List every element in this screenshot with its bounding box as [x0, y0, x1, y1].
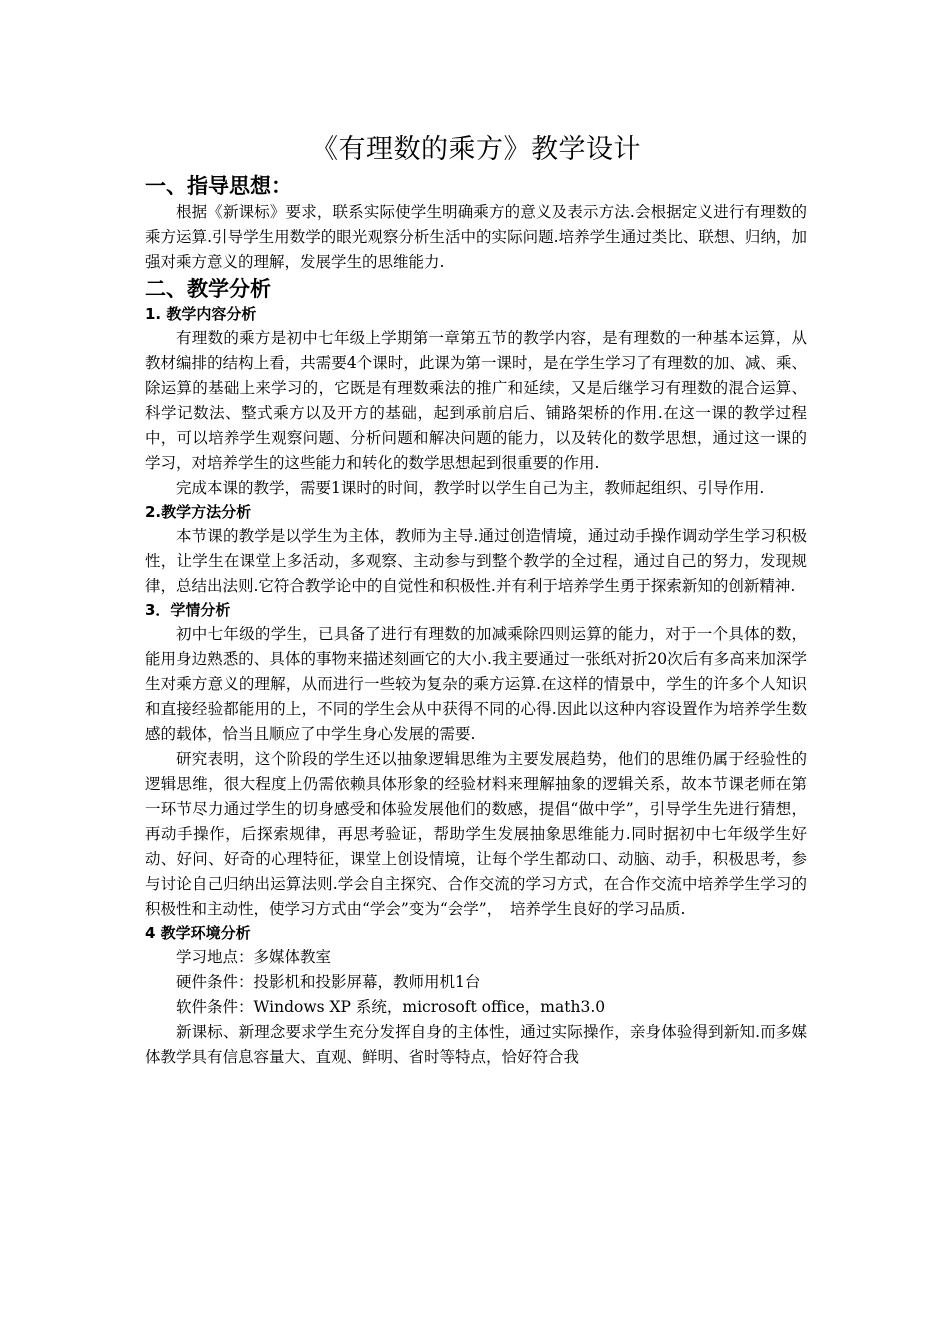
paragraph: 初中七年级的学生，已具备了进行有理数的加减乘除四则运算的能力，对于一个具体的数，能用身边熟悉的、具体的事物来描述刻画它的大小.我主要通过一张纸对折20次后有多高来加深学生对乘方意义的理解，从而进行一些较为复杂的乘方运算.在这样的情景中，学生的许多个人知识和直接经验都能用的上，不同的学生会从中获得不同的心得.因此以这种内容设置作为培养学生数感的载体，恰当且顺应了中学生身心发展的需要. — [145, 625, 807, 743]
subsection-heading: 2.教学方法分析 — [145, 503, 252, 521]
paragraph: 硬件条件：投影机和投影屏幕，教师用机1台 — [176, 973, 481, 991]
section-heading: 一、指导思想： — [145, 174, 292, 198]
paragraph: 根据《新课标》要求，联系实际使学生明确乘方的意义及表示方法.会根据定义进行有理数的乘方运算.引导学生用数学的眼光观察分析生活中的实际问题.培养学生通过类比、联想、归纳，加强对乘方意义的理解，发展学生的思维能力. — [145, 203, 807, 271]
document-title: 《有理数的乘方》教学设计 — [311, 134, 641, 165]
paragraph: 完成本课的教学，需要1课时的时间，教学时以学生自己为主，教师起组织、引导作用. — [176, 479, 765, 497]
document-body — [145, 172, 807, 1070]
paragraph: 软件条件：Windows XP 系统，microsoft office，math3.0 — [176, 998, 606, 1016]
section-heading: 二、教学分析 — [145, 277, 271, 301]
paragraph: 本节课的教学是以学生为主体，教师为主导.通过创造情境，通过动手操作调动学生学习积极性，让学生在课堂上多活动，多观察、主动参与到整个教学的全过程，通过自己的努力，发现规律，总结出法则.它符合教学论中的自觉性和积极性.并有利于培养学生勇于探索新知的创新精神. — [145, 527, 807, 595]
paragraph: 有理数的乘方是初中七年级上学期第一章第五节的教学内容，是有理数的一种基本运算，从教材编排的结构上看，共需要4个课时，此课为第一课时，是在学生学习了有理数的加、减、乘、除运算的基础上来学习的，它既是有理数乘法的推广和延续，又是后继学习有理数的混合运算、科学记数法、整式乘方以及开方的基础，起到承前启后、铺路架桥的作用.在这一课的教学过程中，可以培养学生观察问题、分析问题和解决问题的能力，以及转化的数学思想，通过这一课的学习，对培养学生的这些能力和转化的数学思想起到很重要的作用. — [145, 329, 807, 472]
paragraph: 研究表明，这个阶段的学生还以抽象逻辑思维为主要发展趋势，他们的思维仍属于经验性的逻辑思维，很大程度上仍需依赖具体形象的经验材料来理解抽象的逻辑关系，故本节课老师在第一环节尽力通过学生的切身感受和体验发展他们的数感，提倡“做中学”，引导学生先进行猜想，再动手操作，后探索规律，再思考验证，帮助学生发展抽象思维能力.同时据初中七年级学生好动、好问、好奇的心理特征，课堂上创设情境，让每个学生都动口、动脑、动手，积极思考，参与讨论自己归纳出运算法则.学会自主探究、合作交流的学习方式，在合作交流中培养学生学习的积极性和主动性，使学习方式由“学会”变为“会学”， 培养学生良好的学习品质. — [145, 750, 807, 918]
subsection-heading: 3．学情分析 — [145, 601, 231, 619]
document-page — [145, 130, 807, 1070]
paragraph: 新课标、新理念要求学生充分发挥自身的主体性，通过实际操作，亲身体验得到新知.而多媒体教学具有信息容量大、直观、鲜明、省时等特点，恰好符合我 — [145, 1023, 807, 1066]
subsection-heading: 4 教学环境分析 — [145, 924, 251, 942]
paragraph: 学习地点：多媒体教室 — [176, 948, 332, 966]
subsection-heading: 1. 教学内容分析 — [145, 305, 257, 323]
